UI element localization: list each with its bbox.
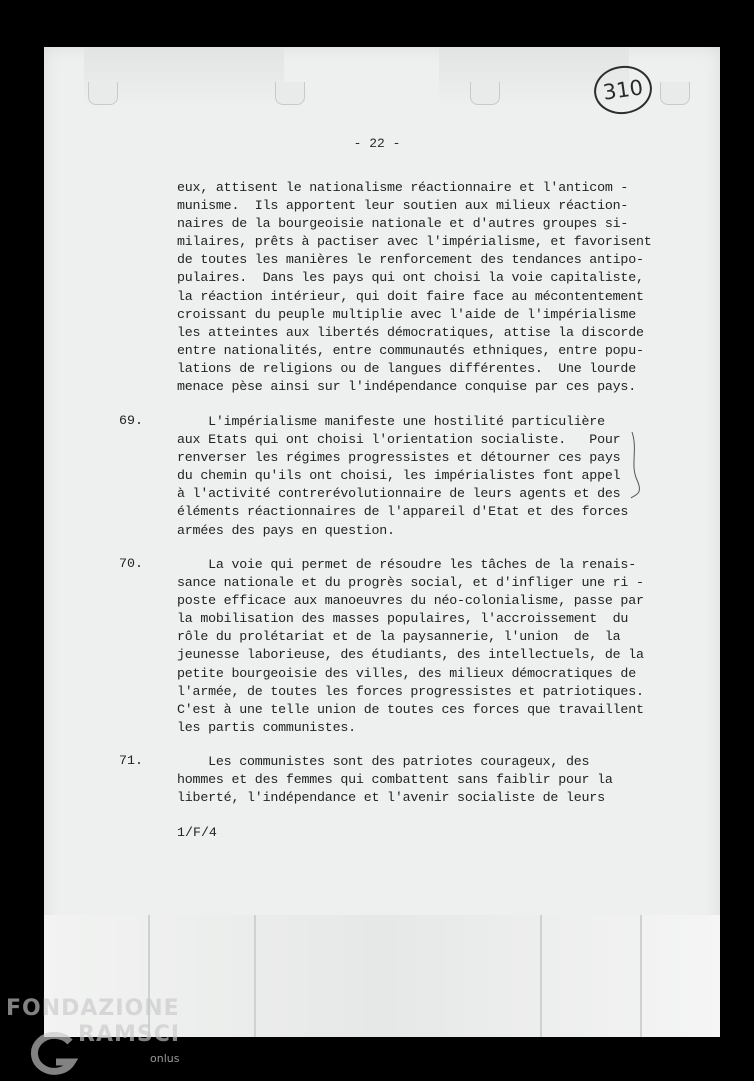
paragraph-69: L'impérialisme manifeste une hostilité particulière aux Etats qui ont choisi l'orientation socialiste. Pour renverser les régimes progressistes et détourner ces pays du chemin qu'ils ont choisi, les impérialistes font appel à l'activité contrerévolutionnaire de leurs agents et des éléments réactionnaires de l'appareil d'Etat et des forces armées des pays en question. [177,414,629,538]
page-number: - 22 - [353,136,401,151]
watermark-suffix: onlus [150,1052,180,1065]
paragraph-number-71: 71. [119,753,143,768]
binder-tab [470,82,500,105]
binder-tab [660,82,690,105]
paragraph-70: La voie qui permet de résoudre les tâches de la renais- sance nationale et du progrès social, et d'infliger une ri - poste efficace aux manoeuvres du néo-colonialisme, passe par la mobilisation des masses populaires, l'accroissement du rôle du prolétariat et de la paysannerie, l'union de la jeunesse laborieuse, des étudiants, des intellectuels, de la petite bourgeoisie des villes, des milieux démocratiques de l'armée, de toutes les forces progressistes et patriotiques. C'est à une telle union de toutes ces forces que travaillent les partis communistes. [177,557,644,735]
margin-bracket-mark [628,430,642,505]
scan-line [540,915,542,1037]
binder-tab [275,82,305,105]
archive-page-stamp: 310 [591,62,655,118]
paragraph-number-70: 70. [119,556,143,571]
paragraph-continuation: eux, attisent le nationalisme réactionnaire et l'anticom - munisme. Ils apportent leur soutien aux milieux réaction- naires de la bourgeoisie nationale et d'autres groupes si- milaires, prêts à pactiser avec l'impérialisme, et favorisent de toutes les manières le renforcement des tendances antipo- pulaires. Dans les pays qui ont choisi la voie capitaliste, la réaction intérieur, qui doit faire face au mécontentement croissant du peuple multiplie avec l'aide de l'impérialisme les atteintes aux libertés démocratiques, attise la discorde entre nationalités, entre communautés ethniques, entre popu- lations de religions ou de langues différentes. Une lourde menace pèse ainsi sur l'indépendance conquise par ces pays. [177,180,652,395]
watermark-line2: RAMSCI [78,1022,181,1047]
watermark-line1: FONDAZIONE [6,996,180,1021]
paragraph-number-69: 69. [119,413,143,428]
binder-tab [88,82,118,105]
scan-line [640,915,642,1037]
paragraph-71: Les communistes sont des patriotes courageux, des hommes et des femmes qui combattent sans faiblir pour la liberté, l'indépendance et l'avenir socialiste de leurs [177,754,613,806]
document-reference-code: 1/F/4 [177,825,217,840]
scan-line [254,915,256,1037]
watermark-g-logo-icon [30,1032,78,1081]
